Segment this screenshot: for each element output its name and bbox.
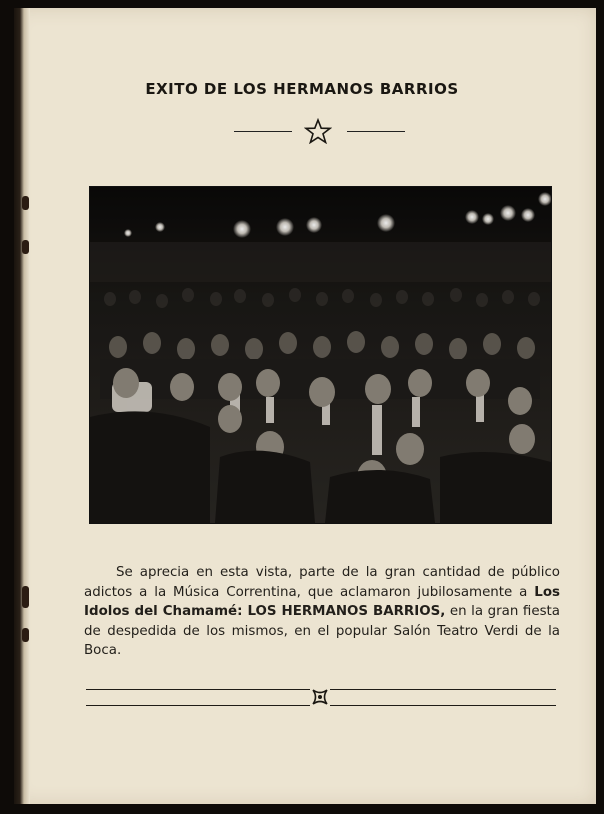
ornament-icon xyxy=(309,686,331,708)
binding-hole xyxy=(22,628,29,642)
caption-bold-text: Los Idolos del Chamamé: LOS HERMANOS BARRIOS, xyxy=(84,584,560,619)
ornament-line-right xyxy=(347,131,405,132)
binding-hole xyxy=(22,240,29,254)
caption-text-2: en la gran fiesta de despedida de los mismos, en el popular Salón Teatro Verdi de la Boca. xyxy=(84,604,561,658)
ornament-line-left xyxy=(234,131,292,132)
book-spine xyxy=(14,8,30,804)
binding-hole xyxy=(22,586,29,608)
caption-text-1: Se aprecia en esta vista, parte de la gran cantidad de público adictos a la Música Correntina, que aclamaron jubilosamente a xyxy=(84,565,560,600)
binding-hole xyxy=(22,196,29,210)
page-title: EXITO DE LOS HERMANOS BARRIOS xyxy=(145,80,459,98)
crowd-photo xyxy=(89,186,552,524)
photo-caption xyxy=(84,563,560,661)
star-icon xyxy=(304,118,332,144)
